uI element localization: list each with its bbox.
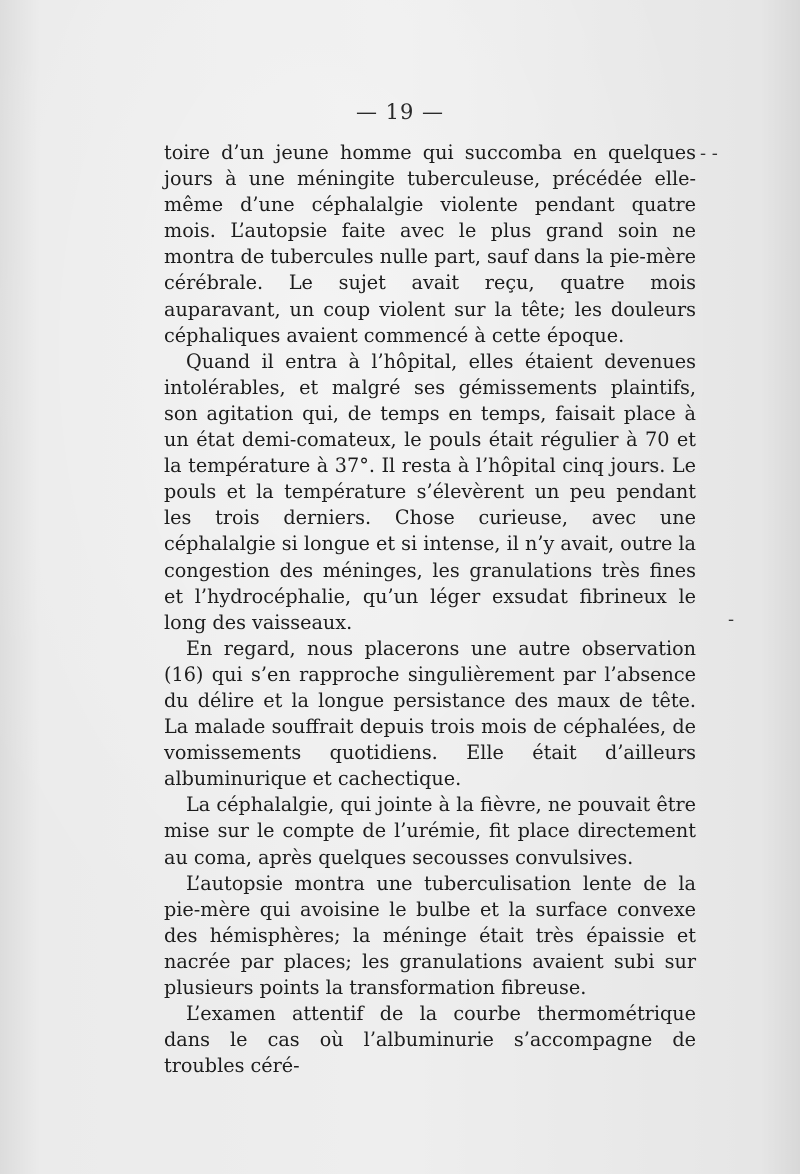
paragraph-5: L’autopsie montra une tuberculisation lente de la pie-mère qui avoisine le bulbe et la surface convexe des hémisphères; la méninge était très épaissie et nacrée par places; les granulations avaient subi sur plusieurs points la transformation fibreuse. [164,871,696,999]
margin-mark-top: - ‐ [700,143,718,164]
margin-mark-middle: - [728,609,735,630]
paragraph-2: Quand il entra à l’hôpital, elles étaient devenues intolérables, et malgré ses gémissements plaintifs, son agitation qui, de temps en temps, faisait place à un état demi-comateux, le pouls était régulier à 70 et la température à 37°. Il resta à l’hôpital cinq jours. Le pouls et la température s’élevèrent un peu pendant les trois derniers. Chose curieuse, avec une céphalalgie si longue et si intense, il n’y avait, outre la congestion des méninges, les granulations très fines et l’hydrocéphalie, qu’un léger exsudat fibrineux le long des vaisseaux. [164,349,696,634]
body-text [164,140,696,1079]
paragraph-6: L’examen attentif de la courbe thermométrique dans le cas où l’albuminurie s’accompagne de troubles céré- [164,1002,696,1078]
paragraph-3: En regard, nous placerons une autre observation (16) qui s’en rapproche singulièrement par l’absence du délire et la longue persistance des maux de tête. La malade souffrait depuis trois mois de céphalées, de vomissements quotidiens. Elle était d’ailleurs albuminurique et cachectique. [164,636,696,791]
paragraph-4: La céphalalgie, qui jointe à la fièvre, ne pouvait être mise sur le compte de l’urémie, fit place directement au coma, après quelques secousses convulsives. [164,793,696,869]
paragraph-1: toire d’un jeune homme qui succomba en quelques jours à une méningite tuberculeuse, précédée elle-même d’une céphalalgie violente pendant quatre mois. L’autopsie faite avec le plus grand soin ne montra de tubercules nulle part, sauf dans la pie-mère cérébrale. Le sujet avait reçu, quatre mois auparavant, un coup violent sur la tête; les douleurs céphaliques avaient commencé à cette époque. [164,141,696,347]
page-number: — 19 — [355,100,445,124]
